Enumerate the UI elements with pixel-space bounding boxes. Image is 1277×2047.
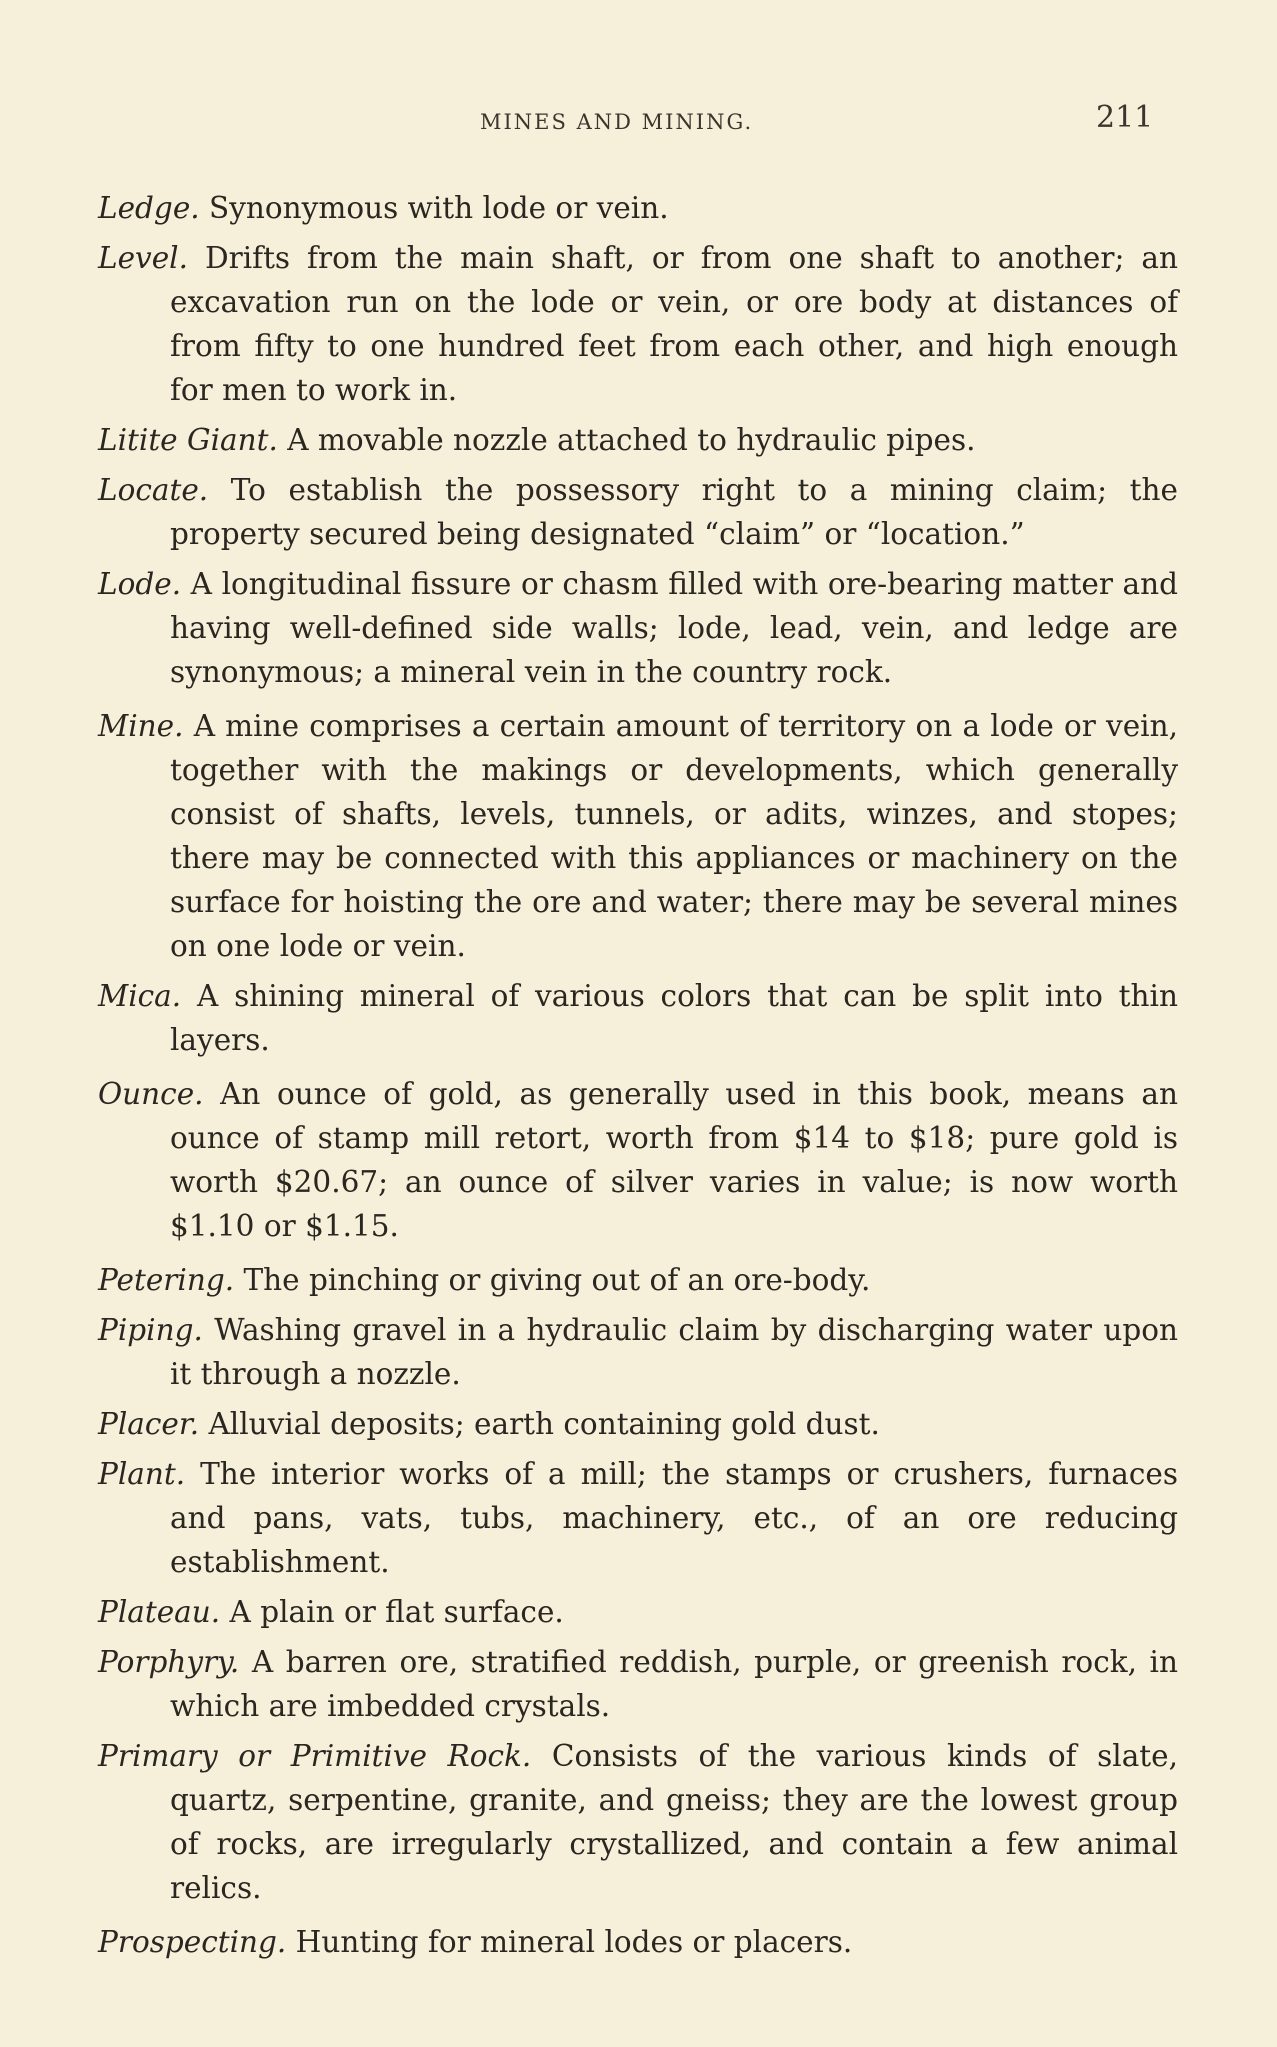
entry-term: Mica. bbox=[98, 979, 182, 1013]
entry-definition: To establish the possessory right to a mining claim; the property secured being designated “claim” or “location.” bbox=[170, 473, 1178, 551]
entry-definition: A shining mineral of various colors that can be split into thin layers. bbox=[170, 979, 1178, 1057]
entry-term: Porphyry. bbox=[98, 1645, 240, 1679]
entry-definition: A mine comprises a certain amount of territory on a lode or vein, together with the makings or developments, which generally consist of shafts, levels, tunnels, or adits, winzes, and stopes; there may be connected with this appliances or machinery on the surface for hoisting the ore and water; there may be several mines on one lode or vein. bbox=[170, 709, 1178, 963]
glossary-entry-ounce bbox=[98, 1072, 1178, 1248]
entry-definition: Drifts from the main shaft, or from one shaft to another; an excavation run on the lode or vein, or ore body at distances of from fifty to one hundred feet from each other, and high enough for men to work in. bbox=[170, 241, 1178, 407]
glossary-entry-mine bbox=[98, 704, 1178, 968]
running-title: MINES AND MINING. bbox=[480, 110, 754, 134]
entry-definition: A plain or flat surface. bbox=[229, 1595, 564, 1629]
glossary-entry-plateau bbox=[98, 1590, 1178, 1634]
entry-definition: A longitudinal fissure or chasm filled with ore-bearing matter and having well-defined side walls; lode, lead, vein, and ledge are synonymous; a mineral vein in the country rock. bbox=[170, 567, 1178, 689]
glossary-entry-piping bbox=[98, 1308, 1178, 1396]
entry-definition: Alluvial deposits; earth containing gold dust. bbox=[208, 1407, 880, 1441]
entry-definition: The interior works of a mill; the stamps or crushers, furnaces and pans, vats, tubs, machinery, etc., of an ore reducing establishment. bbox=[170, 1457, 1178, 1579]
glossary-entry-ledge bbox=[98, 186, 1178, 230]
page-number: 211 bbox=[1096, 100, 1154, 135]
entry-definition: The pinching or giving out of an ore-body. bbox=[243, 1263, 871, 1297]
glossary-entry-lode bbox=[98, 562, 1178, 694]
entry-term: Petering. bbox=[98, 1263, 235, 1297]
entry-term: Mine. bbox=[98, 709, 184, 743]
entry-definition: Hunting for mineral lodes or placers. bbox=[295, 1925, 853, 1959]
glossary-entry-mica bbox=[98, 974, 1178, 1062]
glossary-entry-primary-rock bbox=[98, 1734, 1178, 1910]
entry-definition: Synonymous with lode or vein. bbox=[209, 191, 669, 225]
glossary-entry-petering bbox=[98, 1258, 1178, 1302]
entry-term: Primary or Primitive Rock. bbox=[98, 1739, 532, 1773]
entry-term: Ounce. bbox=[98, 1077, 204, 1111]
glossary-entry-placer bbox=[98, 1402, 1178, 1446]
entry-term: Piping. bbox=[98, 1313, 203, 1347]
glossary-entry-plant bbox=[98, 1452, 1178, 1584]
entry-definition: An ounce of gold, as generally used in this book, means an ounce of stamp mill retort, worth from $14 to $18; pure gold is worth $20.67; an ounce of silver varies in value; is now worth $1.10 or $1.15. bbox=[170, 1077, 1178, 1243]
glossary-entries bbox=[98, 186, 1178, 1970]
entry-term: Lode. bbox=[98, 567, 182, 601]
entry-term: Placer. bbox=[98, 1407, 200, 1441]
entry-definition: Consists of the various kinds of slate, quartz, serpentine, granite, and gneiss; they are the lowest group of rocks, are irregularly crystallized, and contain a few animal relics. bbox=[170, 1739, 1178, 1905]
entry-definition: A movable nozzle attached to hydraulic pipes. bbox=[287, 423, 976, 457]
glossary-entry-little-giant bbox=[98, 418, 1178, 462]
entry-term: Ledge. bbox=[98, 191, 200, 225]
entry-term: Level. bbox=[98, 241, 188, 275]
glossary-entry-locate bbox=[98, 468, 1178, 556]
entry-term: Plant. bbox=[98, 1457, 186, 1491]
glossary-entry-level bbox=[98, 236, 1178, 412]
entry-term: Prospecting. bbox=[98, 1925, 287, 1959]
entry-term: Litite Giant. bbox=[98, 423, 278, 457]
entry-definition: A barren ore, stratified reddish, purple, or greenish rock, in which are imbedded crystals. bbox=[170, 1645, 1178, 1723]
glossary-entry-prospecting bbox=[98, 1920, 1178, 1964]
entry-definition: Washing gravel in a hydraulic claim by discharging water upon it through a nozzle. bbox=[170, 1313, 1178, 1391]
glossary-entry-porphyry bbox=[98, 1640, 1178, 1728]
entry-term: Plateau. bbox=[98, 1595, 221, 1629]
entry-term: Locate. bbox=[98, 473, 209, 507]
